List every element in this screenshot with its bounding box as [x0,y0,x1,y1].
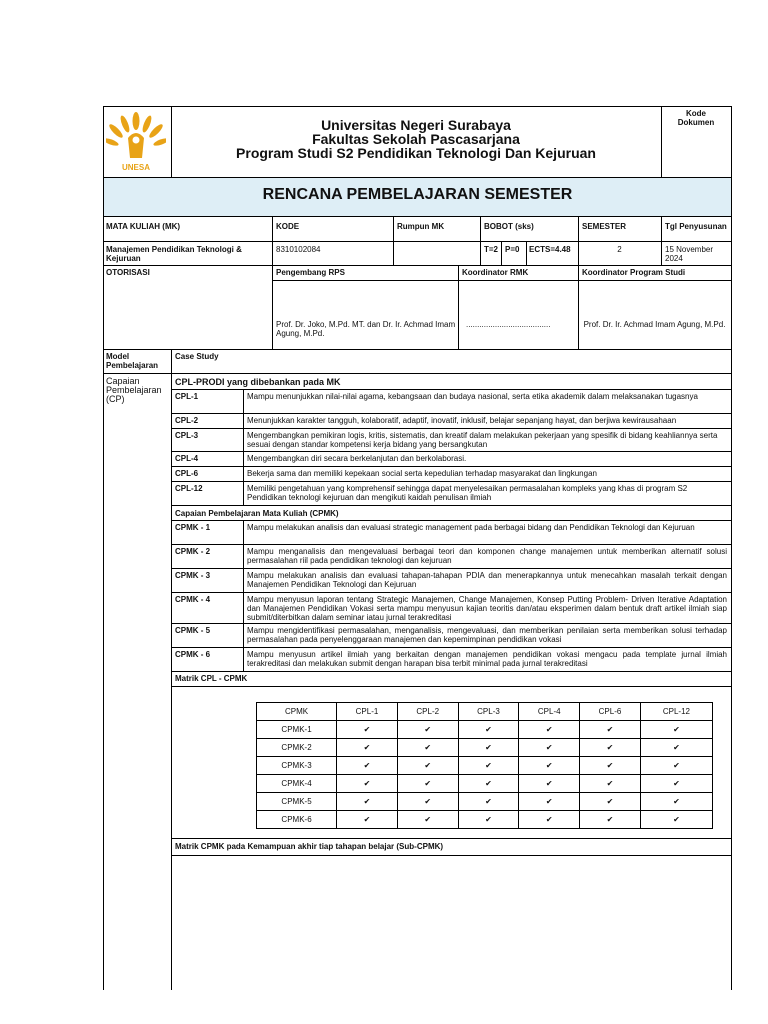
check-cell: ✔ [640,757,712,775]
check-cell: ✔ [640,721,712,739]
check-cell: ✔ [580,811,641,829]
check-cell: ✔ [640,739,712,757]
check-cell: ✔ [458,739,519,757]
matrix-col: CPL-12 [640,703,712,721]
matrix-row-label: CPMK-3 [257,757,337,775]
check-cell: ✔ [397,775,458,793]
cpmk-text: Mampu menyusun artikel ilmiah yang berkaitan dengan manajemen pendidikan vokasi mengacu pada template jurnal ilmiah terakreditasi dan melakukan submit dengan harapan bisa terbit minimal pada jurnal terakreditasi [247,650,727,668]
university-name: Universitas Negeri Surabaya [321,117,511,133]
check-cell: ✔ [580,721,641,739]
matrix-header-row [257,703,713,721]
check-cell: ✔ [519,811,580,829]
cpmk-code: CPMK - 5 [175,626,211,635]
matrix-col: CPL-4 [519,703,580,721]
tgl-label: Tgl Penyusunan [665,222,727,231]
matrix-col: CPL-3 [458,703,519,721]
check-cell: ✔ [640,793,712,811]
check-cell: ✔ [397,811,458,829]
check-cell: ✔ [337,739,398,757]
check-cell: ✔ [337,775,398,793]
bobot-label: BOBOT (sks) [484,222,534,231]
matrix-col: CPL-1 [337,703,398,721]
check-cell: ✔ [337,721,398,739]
cpl-header: CPL-PRODI yang dibebankan pada MK [175,377,341,387]
cpmk-header: Capaian Pembelajaran Mata Kuliah (CPMK) [175,509,339,518]
cpl-text: Mengembangkan diri secara berkelanjutan dan berkolaborasi. [247,454,467,463]
kode-label: KODE [276,222,300,231]
matrix-row-label: CPMK-2 [257,739,337,757]
cpl-code: CPL-12 [175,484,203,493]
check-cell: ✔ [458,793,519,811]
cpl-code: CPL-4 [175,454,199,463]
cpmk-code: CPMK - 1 [175,523,211,532]
check-cell: ✔ [519,757,580,775]
cpl-code: CPL-2 [175,416,199,425]
cpl-code: CPL-3 [175,431,199,440]
cpmk-code: CPMK - 4 [175,595,211,604]
mata-kuliah-label: MATA KULIAH (MK) [106,222,181,231]
matrix-header: Matrik CPL - CPMK [175,674,248,683]
faculty-name: Fakultas Sekolah Pascasarjana [312,131,520,147]
cpl-text: Mengembangkan pemikiran logis, kritis, sistematis, dan kreatif dalam melakukan pekerjaan yang spesifik di bidang keahliannya serta sesuai dengan standar kompetensi kerja bidang yang bersangkutan [247,431,718,449]
prodi-value: Prof. Dr. Ir. Achmad Imam Agung, M.Pd. [583,320,726,329]
cpmk-text: Mampu mengidentifikasi permasalahan, menganalisis, mengevaluasi, dan memberikan penilaian serta memberikan solusi terhadap permasalahan pada penyelenggaraan manajemen dan kepemimpinan pendidikan vokasi [247,626,727,644]
matrix-row [257,775,713,793]
check-cell: ✔ [519,721,580,739]
logo-text: UNESA [121,163,150,172]
matrix-corner: CPMK [257,703,337,721]
cpmk-text: Mampu melakukan analisis dan evaluasi tahapan-tahapan PDIA dan menerapkannya untuk menecahkan masalah terkait dengan Manajemen Pendidikan Teknologi dan Kejuruan [247,571,727,589]
rmk-value: ...................................... [466,320,551,329]
check-cell: ✔ [397,721,458,739]
matrix-col: CPL-2 [397,703,458,721]
cpmk-code: CPMK - 6 [175,650,211,659]
check-cell: ✔ [580,757,641,775]
check-cell: ✔ [519,739,580,757]
cp-label: Capaian Pembelajaran (CP) [106,376,162,404]
matrix-row-label: CPMK-6 [257,811,337,829]
bobot-p-value: P=0 [505,245,520,254]
model-value: Case Study [175,352,219,361]
cpmk-text: Mampu melakukan analisis dan evaluasi strategic management pada berbagai bidang dan Pendidikan Teknologi dan Kejuruan [247,523,695,532]
check-cell: ✔ [337,757,398,775]
check-cell: ✔ [397,793,458,811]
cpl-text: Bekerja sama dan memiliki kepekaan social serta kepedulian terhadap masyarakat dan lingkungan [247,469,597,478]
cpl-text: Mampu menunjukkan nilai-nilai agama, kebangsaan dan budaya nasional, serta etika akademik dalam melaksanakan tugasnya [247,392,698,401]
mata-kuliah-value: Manajemen Pendidikan Teknologi & Kejuruan [106,245,242,263]
sub-cpmk-header: Matrik CPMK pada Kemampuan akhir tiap tahapan belajar (Sub-CPMK) [175,842,444,851]
pengembang-label: Pengembang RPS [276,268,345,277]
rumpun-label: Rumpun MK [397,222,445,231]
cpl-code: CPL-6 [175,469,199,478]
matrix-row-label: CPMK-5 [257,793,337,811]
cpl-cpmk-matrix [256,702,713,829]
kode-dokumen-label: Kode Dokumen [677,109,715,127]
prodi-label: Koordinator Program Studi [582,268,686,277]
check-cell: ✔ [337,793,398,811]
check-cell: ✔ [519,793,580,811]
matrix-row [257,757,713,775]
cpmk-code: CPMK - 3 [175,571,211,580]
check-cell: ✔ [458,757,519,775]
check-cell: ✔ [397,757,458,775]
check-cell: ✔ [397,739,458,757]
cpl-text: Menunjukkan karakter tangguh, kolaboratif, adaptif, inovatif, inklusif, belajar sepanjang hayat, dan berjiwa kewirausahaan [247,416,677,425]
matrix-col: CPL-6 [580,703,641,721]
otorisasi-label: OTORISASI [106,268,150,277]
bobot-t-value: T=2 [484,245,499,254]
check-cell: ✔ [337,811,398,829]
program-name: Program Studi S2 Pendidikan Teknologi Dan Kejuruan [236,145,596,161]
check-cell: ✔ [458,775,519,793]
model-label: Model Pembelajaran [106,352,159,370]
pengembang-value: Prof. Dr. Joko, M.Pd. MT. dan Dr. Ir. Achmad Imam Agung, M.Pd. [276,320,456,338]
cpmk-text: Mampu menganalisis dan mengevaluasi berbagai teori dan komponen change manajemen untuk memberikan alternatif solusi permasalahan riil pada pendidikan teknologi dan kejuruan [247,547,727,565]
matrix-row-label: CPMK-1 [257,721,337,739]
kode-value: 8310102084 [276,245,321,254]
check-cell: ✔ [580,793,641,811]
cpmk-text: Mampu menyusun laporan tentang Strategic Manajemen, Change Manajemen, Konsep Putting Problem- Driven Iterative Adaptation dan Manajemen Pendidikan Vokasi serta mampu menyusun kajian teoritis dan/atau eksperimen dalam bentuk draft artikel ilmiah siap submit/diterbitkan dalam seminar iatau jurnal terakreditasi [247,595,727,622]
semester-label: SEMESTER [582,222,627,231]
semester-value: 2 [617,245,622,254]
matrix-row-label: CPMK-4 [257,775,337,793]
matrix-row [257,811,713,829]
check-cell: ✔ [519,775,580,793]
tgl-value: 15 November 2024 [665,245,714,263]
check-cell: ✔ [580,775,641,793]
check-cell: ✔ [640,811,712,829]
check-cell: ✔ [458,811,519,829]
cpl-text: Memiliki pengetahuan yang komprehensif sehingga dapat menyelesaikan permasalahan kompleks yang khas di program S2 Pendidikan teknologi kejuruan dan mengikuti kaidah penulisan ilmiah [247,484,688,502]
check-cell: ✔ [580,739,641,757]
matrix-row [257,721,713,739]
cpl-code: CPL-1 [175,392,199,401]
check-cell: ✔ [640,775,712,793]
bobot-ects-value: ECTS=4.48 [529,245,571,254]
rmk-label: Koordinator RMK [462,268,529,277]
matrix-row [257,793,713,811]
cpmk-code: CPMK - 2 [175,547,211,556]
check-cell: ✔ [458,721,519,739]
document-title: RENCANA PEMBELAJARAN SEMESTER [262,186,573,203]
matrix-row [257,739,713,757]
